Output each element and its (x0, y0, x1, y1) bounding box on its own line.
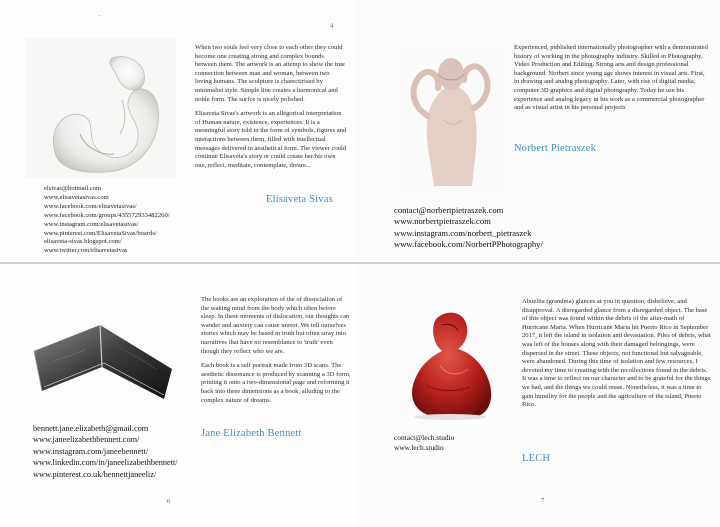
page-jane-elizabeth-bennett (0, 263, 356, 527)
page-norbert-pietraszek (356, 0, 720, 263)
artist-name: Norbert Pietraszek (514, 143, 597, 154)
artist-statement (201, 296, 351, 411)
contact-blog[interactable]: elisaveta-sivas.blogspot.com/ (44, 238, 122, 246)
folded-book-image (24, 299, 184, 409)
page-divider (0, 262, 720, 264)
contact-list (44, 185, 170, 256)
artist-name: Jane Elizabeth Bennett (201, 428, 302, 439)
contact-facebook[interactable]: www.facebook.com/elisavetasivas/ (44, 202, 137, 210)
contact-twitter[interactable]: www.twitter.com/elisavetasivas (44, 247, 128, 255)
contact-facebook[interactable]: www.facebook.com/NorbertPPhotography/ (394, 239, 543, 250)
corner-mark: · (98, 12, 101, 20)
white-sculpture-image (26, 38, 176, 178)
contact-email[interactable]: contact@norbertpietraszek.com (394, 205, 504, 215)
contact-list (394, 433, 454, 453)
statement-paragraph: Each book is a self portrait made from 3D scans. The aesthetic dissonance is produced by scanning a 3D form, printing it onto a two-dimensional page and reforming it back into three dimensions as a book, alluding to the complex nature of dreams. (201, 362, 351, 404)
contact-instagram[interactable]: www.instagram.com/norbert_pietraszek (394, 227, 532, 238)
page-number: 7 (541, 497, 545, 504)
statement-paragraph: The books are an exploration of the of dissociation of the waking mind from the body which often before sleep. In these moments of dislocation, our thoughts can wander and anxiety can cause unrest. We tell ourselves stories which may be based in truth but often stray into narratives that have no resemblance to 'truth' even though they reflect who we are. (201, 296, 350, 355)
contact-website[interactable]: www.elisavetasivas.com (44, 193, 109, 201)
contact-linkedin[interactable]: www.linkedin.com/in/janeelizabethbennett/ (33, 458, 178, 468)
contact-facebook-group[interactable]: www.facebook.com/groups/435572933482260/ (44, 211, 170, 219)
page-number: 6 (167, 498, 171, 505)
page-lech (356, 263, 720, 527)
page-elisaveta-sivas (0, 0, 356, 263)
contact-list (33, 423, 178, 480)
contact-pinterest[interactable]: www.pinterest.co.uk/bennettjaneeliz/ (33, 469, 157, 479)
contact-email[interactable]: elsivas@hotmail.com (44, 185, 102, 192)
artist-statement (522, 298, 712, 416)
statement-paragraph: Elisaveta Sivas's artwork is an allegorical interpretation of Human nature, existence, experiences. It is a meaningful story told in the form of symbols, figures and interactions between them, filled with intellectual messages delivered in aesthetical form. The viewer could continue Elisaveta's story or could create her/his own one, reflect, meditate, contemplate, dream... (195, 110, 347, 169)
contact-instagram[interactable]: www.instagram.com/elisavetasivas/ (44, 220, 139, 228)
artist-name: LECH (522, 453, 551, 464)
contact-list (394, 205, 543, 251)
statement-paragraph: Abuelita (grandma) glances at you in question, disbelieve, and disapproval. A disregarded glance from a disregarded object. The base of this object was found within the debris of the after-math of Hurricane Maria. When Hurricane Maria hit Puerto Rico in September 2017, it left the island in isolation and devastation. Piles of debris, what was left of the houses along with their damaged belongings, were dispersed in the street. These objects, not functional but salvageable, were abandoned. During this time of isolation and few resources, I devoted my time to creating with the recollections found in the debris. It was a time to reflect on our character and to be grateful for the things we had, and the things we could reuse. Nonetheless, it was a time to gain humility for the people and the agriculture of the island, Puerto Rico. (522, 298, 711, 409)
statement-paragraph: Experienced, published internationally photographer with a demonstrated history of working in the photography industry. Skilled in Photography, Video Production and Editing. Strong arts and design professional background. Norbert since young age shows interest in visual arts. First, in drawing and analog photography. Later, with rise of digital media, computer 3D graphics and digital photography. Today he use his experience and analog legacy in his work as a commercial photographer and as visual artist in his personal projects (514, 44, 708, 112)
contact-website[interactable]: www.lech.studio (394, 442, 444, 452)
contact-website[interactable]: www.janeelizabethbennett.com/ (33, 435, 140, 445)
contact-instagram[interactable]: www.instagram.com/janeebennett/ (33, 446, 149, 456)
corner-mark-number: 4 (330, 22, 334, 30)
red-ceramic-sculpture-image (396, 305, 506, 423)
statement-paragraph: When two souls feel very close to each other they could become one creating strong and complex bounds between them. The artwork is an attemp to show the true connection between man and woman, between two loving humans. The sculpture is charectirised by minimalist style. Simple line creates a harmonical and noble form. The surfce is nicely polished. (195, 44, 345, 103)
artist-statement (514, 44, 710, 119)
contact-pinterest[interactable]: www.pinterest.com/ElisavetaSivas/boards/ (44, 229, 157, 237)
artist-name: Elisaveta Sivas (266, 194, 333, 205)
contact-email[interactable]: bennett.jane.elizabeth@gmail.com (33, 424, 149, 433)
contact-email[interactable]: contact@lech.studio (394, 433, 455, 442)
contact-website[interactable]: www.norbertpietraszek.com (394, 216, 491, 227)
artist-statement (195, 44, 347, 176)
figure-photograph-image (394, 46, 504, 191)
